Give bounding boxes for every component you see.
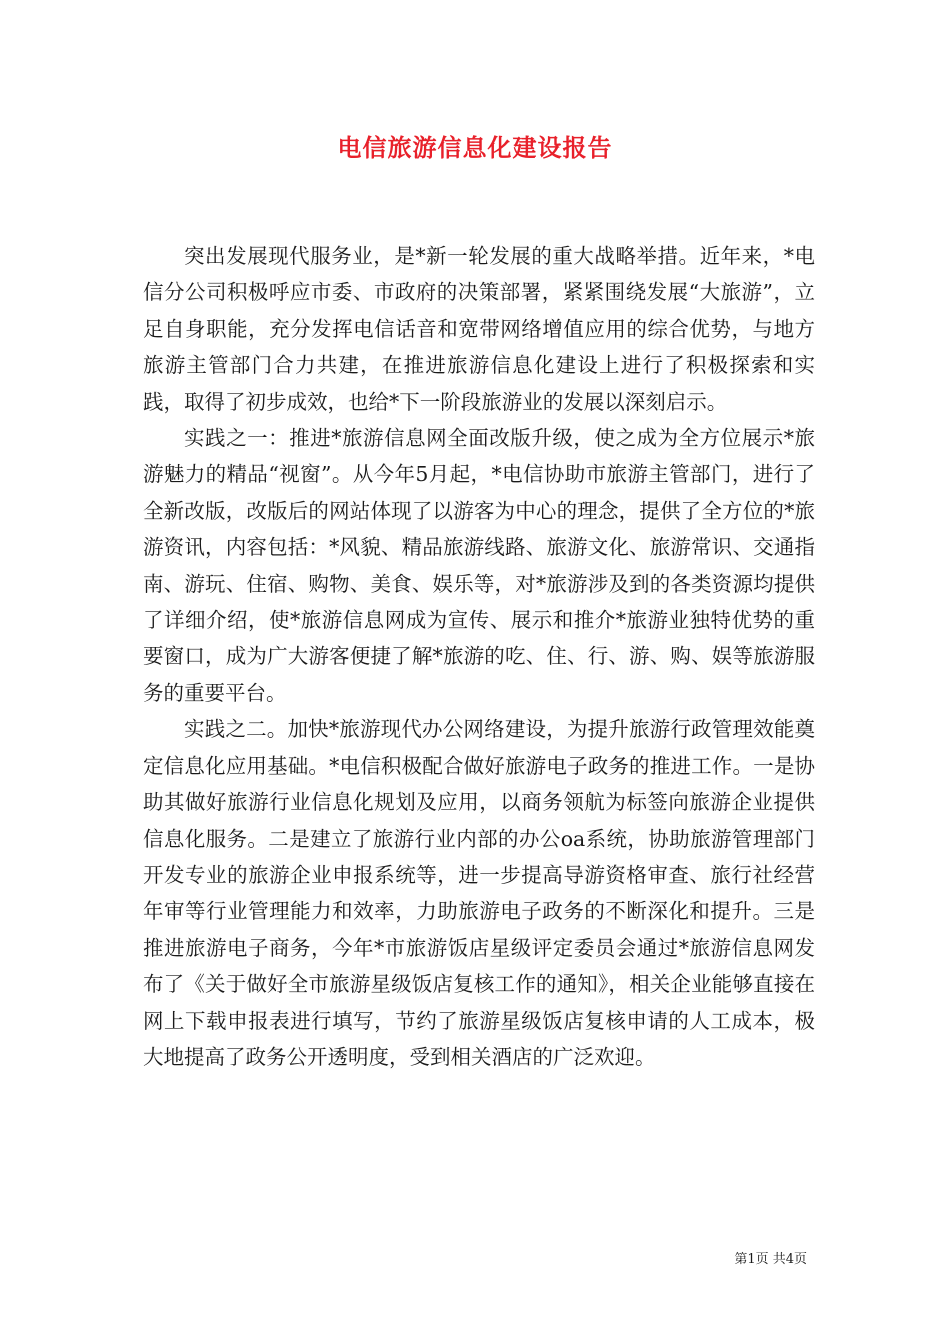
paragraph-practice-one: 实践之一：推进*旅游信息网全面改版升级，使之成为全方位展示*旅游魅力的精品“视窗”。从今年5月起，*电信协助市旅游主管部门，进行了全新改版，改版后的网站体现了以游客为中心的理念，提供了全方位的*旅游资讯，内容包括：*风貌、精品旅游线路、旅游文化、旅游常识、交通指南、游玩、住宿、购物、美食、娱乐等，对*旅游涉及到的各类资源均提供了详细介绍，使*旅游信息网成为宣传、展示和推介*旅游业独特优势的重要窗口，成为广大游客便捷了解*旅游的吃、住、行、游、购、娱等旅游服务的重要平台。: [143, 426, 815, 705]
document-title: 电信旅游信息化建设报告: [337, 133, 613, 162]
paragraph-practice-two: 实践之二。加快*旅游现代办公网络建设，为提升旅游行政管理效能奠定信息化应用基础。*电信积极配合做好旅游电子政务的推进工作。一是协助其做好旅游行业信息化规划及应用，以商务领航为标签向旅游企业提供信息化服务。二是建立了旅游行业内部的办公oa系统，协助旅游管理部门开发专业的旅游企业申报系统等，进一步提高导游资格审查、旅行社经营年审等行业管理能力和效率，力助旅游电子政务的不断深化和提升。三是推进旅游电子商务，今年*市旅游饭店星级评定委员会通过*旅游信息网发布了《关于做好全市旅游星级饭店复核工作的通知》，相关企业能够直接在网上下载申报表进行填写，节约了旅游星级饭店复核申请的人工成本，极大地提高了政务公开透明度，受到相关酒店的广泛欢迎。: [143, 717, 815, 1069]
document-body: [143, 238, 815, 1075]
paragraph-intro: 突出发展现代服务业，是*新一轮发展的重大战略举措。近年来，*电信分公司积极呼应市委、市政府的决策部署，紧紧围绕发展“大旅游”，立足自身职能，充分发挥电信话音和宽带网络增值应用的综合优势，与地方旅游主管部门合力共建，在推进旅游信息化建设上进行了积极探索和实践，取得了初步成效，也给*下一阶段旅游业的发展以深刻启示。: [143, 244, 815, 414]
page-number-footer: 第1页 共4页: [734, 1252, 807, 1267]
